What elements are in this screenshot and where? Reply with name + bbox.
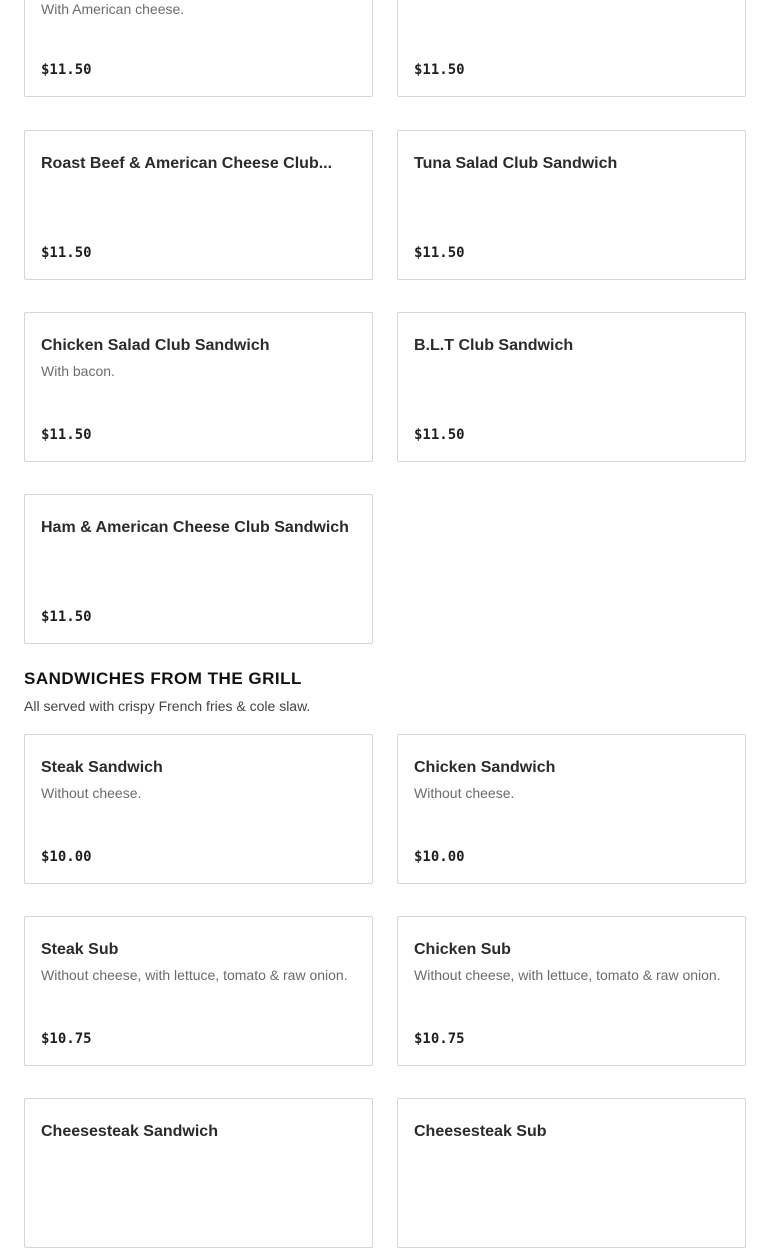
menu-item-card[interactable] — [397, 130, 746, 280]
menu-item-card[interactable] — [24, 0, 373, 97]
item-price: $11.50 — [414, 427, 465, 443]
item-price: $10.00 — [414, 849, 465, 865]
item-name: Tuna Salad Club Sandwich — [414, 155, 618, 172]
item-price: $10.75 — [41, 1031, 92, 1047]
item-name: Chicken Sub — [414, 941, 511, 958]
item-price: $11.50 — [41, 62, 92, 78]
item-description: Without cheese. — [41, 785, 142, 801]
item-name: Chicken Sandwich — [414, 759, 556, 776]
item-price: $10.00 — [41, 849, 92, 865]
menu-item-card[interactable] — [24, 916, 373, 1066]
item-name: Cheesesteak Sandwich — [41, 1123, 218, 1140]
item-price: $11.50 — [41, 245, 92, 261]
item-name: B.L.T Club Sandwich — [414, 337, 574, 354]
menu-item-card[interactable] — [397, 734, 746, 884]
item-description: Without cheese, with lettuce, tomato & raw onion. — [41, 967, 348, 983]
section-subtitle: All served with crispy French fries & cole slaw. — [24, 698, 311, 714]
menu-item-card[interactable] — [24, 734, 373, 884]
item-price: $10.75 — [414, 1031, 465, 1047]
item-name: Roast Beef & American Cheese Club... — [41, 155, 333, 172]
menu-item-card[interactable] — [397, 1098, 746, 1248]
item-price: $11.50 — [414, 245, 465, 261]
menu-item-card[interactable] — [397, 0, 746, 97]
item-description: With bacon. — [41, 363, 115, 379]
menu-item-card[interactable] — [24, 494, 373, 644]
item-price: $11.50 — [41, 609, 92, 625]
item-name: Steak Sandwich — [41, 759, 163, 776]
item-price: $11.50 — [41, 427, 92, 443]
item-name: Steak Sub — [41, 941, 119, 958]
item-name: Cheesesteak Sub — [414, 1123, 547, 1140]
section-title: SANDWICHES FROM THE GRILL — [24, 669, 302, 688]
item-price: $11.50 — [414, 62, 465, 78]
item-name: Chicken Salad Club Sandwich — [41, 337, 270, 354]
menu-item-card[interactable] — [24, 1098, 373, 1248]
item-description: Without cheese, with lettuce, tomato & raw onion. — [414, 967, 721, 983]
menu-item-card[interactable] — [24, 130, 373, 280]
item-name: Ham & American Cheese Club Sandwich — [41, 519, 349, 536]
item-description: Without cheese. — [414, 785, 515, 801]
item-description: With American cheese. — [41, 1, 185, 17]
menu-item-card[interactable] — [24, 312, 373, 462]
menu-item-card[interactable] — [397, 312, 746, 462]
menu-item-card[interactable] — [397, 916, 746, 1066]
